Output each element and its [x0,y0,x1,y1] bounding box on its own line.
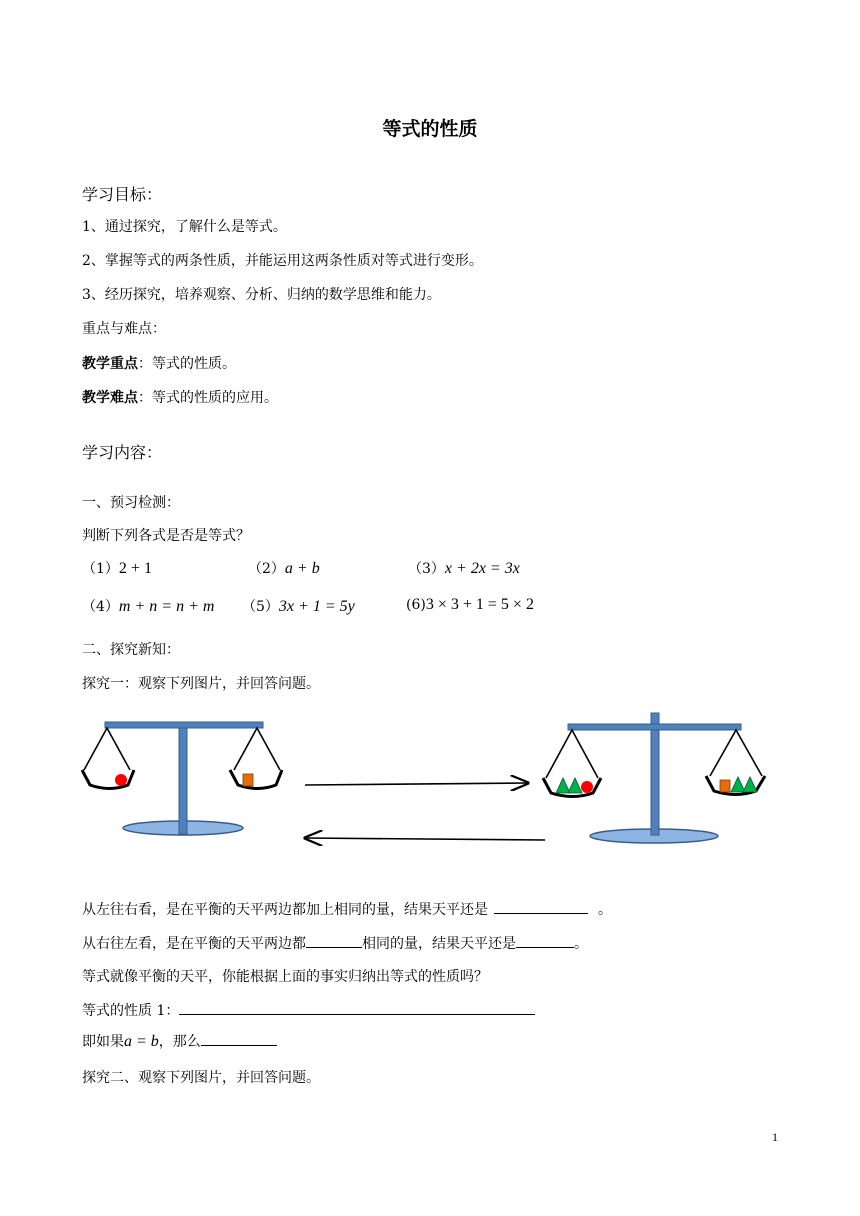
key-label: 教学重点 [82,356,138,372]
answer-blank[interactable] [494,899,588,914]
green-triangle [743,777,757,792]
answer-blank[interactable] [179,1000,535,1015]
sentence-text: 相同的量，结果天平还是 [362,936,516,952]
pan-strings [234,728,280,770]
red-ball [115,774,127,786]
explore-heading: 二、探究新知： [82,642,180,658]
item-expression: 2 + 1 [118,560,152,577]
item-expression: x + 2x = 3x [444,560,520,577]
sentence-text: 从右往左看，是在平衡的天平两边都 [82,936,306,952]
page-title: 等式的性质 [382,118,478,140]
scale-beam [105,722,263,728]
item-expression: 3x + 1 = 5y [278,598,355,615]
green-triangle [556,778,570,793]
scale-pan [230,770,282,789]
orange-weight [720,780,730,792]
left-arrow [305,838,545,840]
item-expression: a + b [284,560,320,577]
item-number: （5） [242,599,279,615]
property-1-label: 等式的性质 1： [82,1003,180,1019]
red-ball [581,781,593,793]
page-number: 1 [772,1130,778,1144]
item-number: （4） [82,599,119,615]
goal-item-2: 2、掌握等式的两条性质，并能运用这两条性质对等式进行变形。 [82,253,483,269]
preview-heading: 一、预习检测： [82,495,180,511]
right-to-left-sentence [82,933,588,953]
answer-blank[interactable] [201,1031,277,1046]
item-expression: m + n = n + m [118,598,215,615]
goal-item-3: 3、经历探究，培养观察、分析、归纳的数学思维和能力。 [82,287,441,303]
right-arrow [305,783,528,785]
summary-question: 等式就像平衡的天平，你能根据上面的事实归纳出等式的性质吗？ [82,969,488,985]
answer-blank[interactable] [516,933,574,948]
pan-strings [84,728,130,770]
if-expression: a = b [124,1033,159,1050]
item-number: (6) [406,597,426,613]
scale-post [651,713,659,835]
goal-item-1: 1、通过探究，了解什么是等式。 [82,219,287,235]
sentence-end: 。 [598,902,612,918]
key-text: ：等式的性质。 [138,356,236,372]
balance-scale-left [82,722,282,835]
item-number: （3） [408,561,445,577]
balance-scale-right [543,713,765,843]
property-1-line [82,1000,535,1020]
green-triangle [731,777,745,792]
explore-two-prompt: 探究二、观察下列图片，并回答问题。 [82,1070,320,1086]
goals-heading: 学习目标： [82,185,163,204]
preview-question: 判断下列各式是否是等式？ [82,528,250,544]
scale-post [179,726,187,834]
orange-weight [243,774,253,786]
difficulty-label: 教学难点 [82,390,138,406]
content-heading: 学习内容： [82,443,163,462]
sentence-end: 。 [574,936,588,952]
answer-blank[interactable] [306,933,362,948]
pan-strings [546,730,598,778]
explore-one-prompt: 探究一：观察下列图片，并回答问题。 [82,676,320,692]
then-text: ，那么 [158,1034,201,1050]
if-text: 即如果 [82,1034,124,1050]
difficulty-text: ：等式的性质的应用。 [138,390,278,406]
item-number: （1） [82,561,119,577]
scale-beam [568,724,741,730]
left-to-right-sentence [82,899,612,919]
sentence-text: 从左往右看，是在平衡的天平两边都加上相同的量，结果天平还是 [82,902,488,918]
green-triangle [568,778,582,793]
item-number: （2） [248,561,285,577]
if-then-line [82,1031,277,1051]
key-difficulty-heading: 重点与难点： [82,321,166,337]
item-expression: 3 × 3 + 1 = 5 × 2 [425,596,534,613]
pan-strings [710,730,762,776]
